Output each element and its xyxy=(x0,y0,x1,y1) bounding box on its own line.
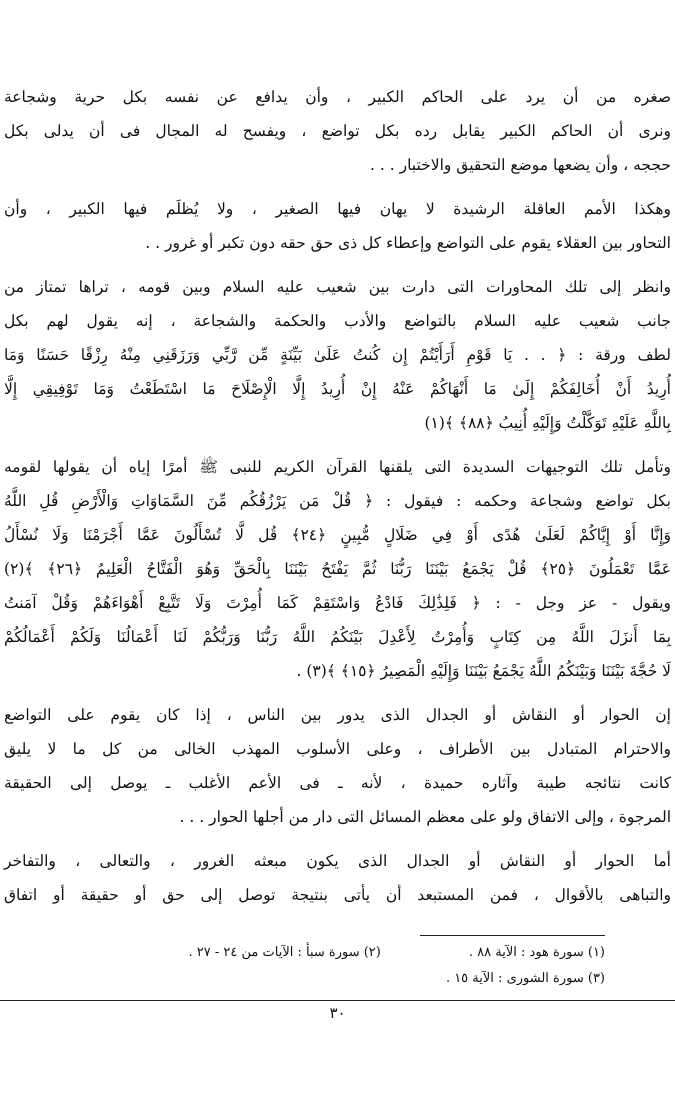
text-line: عَمَّا تَعْمَلُونَ ﴿٢٥﴾ قُلْ يَجْمَعُ بَيْنَنَا رَبُّنَا ثُمَّ يَفْتَحُ بَيْنَنَا بِالْحَقِّ وَهُوَ الْفَتَّاحُ الْعَلِيمُ ﴿٢٦﴾ ﴾(٢) xyxy=(4,560,671,578)
footnote-divider xyxy=(420,935,605,936)
body-text xyxy=(0,80,675,912)
text-line: ونرى أن الحاكم الكبير يقابل رده بكل تواضع ، ويفسح له المجال فى أن يدلى بكل xyxy=(4,122,671,140)
text-line: كانت نتائجه طيبة وآثاره حميدة ، لأنه ـ فى الأعم الأغلب ـ يوصل إلى الحقيقة xyxy=(4,774,671,792)
text-line: أما الحوار أو النقاش أو الجدال الذى يكون مبعثه الغرور ، والتعالى ، والتفاخر xyxy=(4,852,671,870)
text-line: التحاور بين العقلاء يقوم على التواضع وإعطاء كل ذى حق حقه دون تكبر أو غرور . . xyxy=(145,234,671,252)
paragraph-3 xyxy=(0,270,675,440)
text-line: وانظر إلى تلك المحاورات التى دارت بين شعيب عليه السلام وبين قومه ، تراها تمتاز من xyxy=(4,278,671,296)
text-line: لَا حُجَّةَ بَيْنَنَا وَبَيْنَكُمُ اللَّهُ يَجْمَعُ بَيْنَنَا وَإِلَيْهِ الْمَصِيرُ ﴿١٥﴾ ﴾(٣) . xyxy=(296,662,671,680)
page-number: ٣٠ xyxy=(329,1004,346,1022)
page-divider xyxy=(0,1000,675,1001)
paragraph-1 xyxy=(0,80,675,182)
text-line: وَإِنَّا أَوْ إِيَّاكُمْ لَعَلَىٰ هُدًى أَوْ فِي ضَلَالٍ مُّبِينٍ ﴿٢٤﴾ قُل لَّا تُسْأَلُونَ عَمَّا أَجْرَمْنَا وَلَا نُسْأَلُ xyxy=(4,526,671,544)
text-line: إن الحوار أو النقاش أو الجدال الذى يدور بين الناس ، إذا كان يقوم على التواضع xyxy=(4,706,671,724)
text-line: بِمَا أَنزَلَ اللَّهُ مِن كِتَابٍ وَأُمِرْتُ لِأَعْدِلَ بَيْنَكُمُ اللَّهُ رَبُّنَا وَرَبُّكُمْ لَنَا أَعْمَالُنَا وَلَكُمْ أَعْمَالُكُمْ xyxy=(4,628,671,646)
text-line: المرجوة ، وإلى الاتفاق ولو على معظم المسائل التى دار من أجلها الحوار . . . xyxy=(179,808,671,826)
footnote-1: (١) سورة هود : الآية ٨٨ . xyxy=(468,945,605,960)
paragraph-4 xyxy=(0,450,675,688)
text-line: بكل تواضع وشجاعة وحكمه : فيقول : ﴿ قُلْ مَن يَرْزُقُكُم مِّنَ السَّمَاوَاتِ وَالْأَرْضِ قُلِ اللَّهُ xyxy=(4,492,671,510)
footnote-3: (٣) سورة الشورى : الآية ١٥ . xyxy=(445,971,605,986)
text-line: وتأمل تلك التوجيهات السديدة التى يلقنها القرآن الكريم للنبى ﷺ أمرًا إياه أن يقولها لقومه xyxy=(4,458,671,476)
text-line: بِاللَّهِ عَلَيْهِ تَوَكَّلْتُ وَإِلَيْهِ أُنِيبُ ﴿٨٨﴾ ﴾(١) xyxy=(424,414,671,432)
text-line: أُرِيدُ أَنْ أُخَالِفَكُمْ إِلَىٰ مَا أَنْهَاكُمْ عَنْهُ إِنْ أُرِيدُ إِلَّا الْإِصْلَاحَ مَا اسْتَطَعْتُ وَمَا تَوْفِيقِي إِلَّا xyxy=(4,380,671,398)
text-line: ويقول - عز وجل - : ﴿ فَلِذَٰلِكَ فَادْعُ وَاسْتَقِمْ كَمَا أُمِرْتَ وَلَا تَتَّبِعْ أَهْوَاءَهُمْ وَقُلْ آمَنتُ xyxy=(4,594,671,612)
text-line: جانب شعيب عليه السلام بالتواضع والأدب والحكمة والشجاعة ، إنه يقول لهم بكل xyxy=(4,312,671,330)
footnote-row xyxy=(80,966,605,992)
text-line: وهكذا الأمم العاقلة الرشيدة لا يهان فيها الصغير ، ولا يُظلَم فيها الكبير ، وأن xyxy=(4,200,671,218)
paragraph-6 xyxy=(0,844,675,912)
footnotes xyxy=(80,940,605,992)
text-line: والاحترام المتبادل بين الأطراف ، وعلى الأسلوب المهذب الخالى من كل ما لا يليق xyxy=(4,740,671,758)
footnote-row xyxy=(80,940,605,966)
text-line: لطف ورقة : ﴿ . . يَا قَوْمِ أَرَأَيْتُمْ إِن كُنتُ عَلَىٰ بَيِّنَةٍ مِّن رَّبِّي وَرَزَقَنِي مِنْهُ رِزْقًا حَسَنًا وَمَا xyxy=(4,346,671,364)
text-line: حججه ، وأن يضعها موضع التحقيق والاختبار . . . xyxy=(370,156,671,174)
footnote-2: (٢) سورة سبأ : الآيات من ٢٤ - ٢٧ . xyxy=(188,945,381,960)
paragraph-5 xyxy=(0,698,675,834)
paragraph-2 xyxy=(0,192,675,260)
text-line: والتباهى بالأقوال ، فمن المستبعد أن يأتى بنتيجة توصل إلى حق أو حقيقة أو اتفاق xyxy=(4,886,671,904)
text-line: صغره من أن يرد على الحاكم الكبير ، وأن يدافع عن نفسه بكل حرية وشجاعة xyxy=(4,88,671,106)
